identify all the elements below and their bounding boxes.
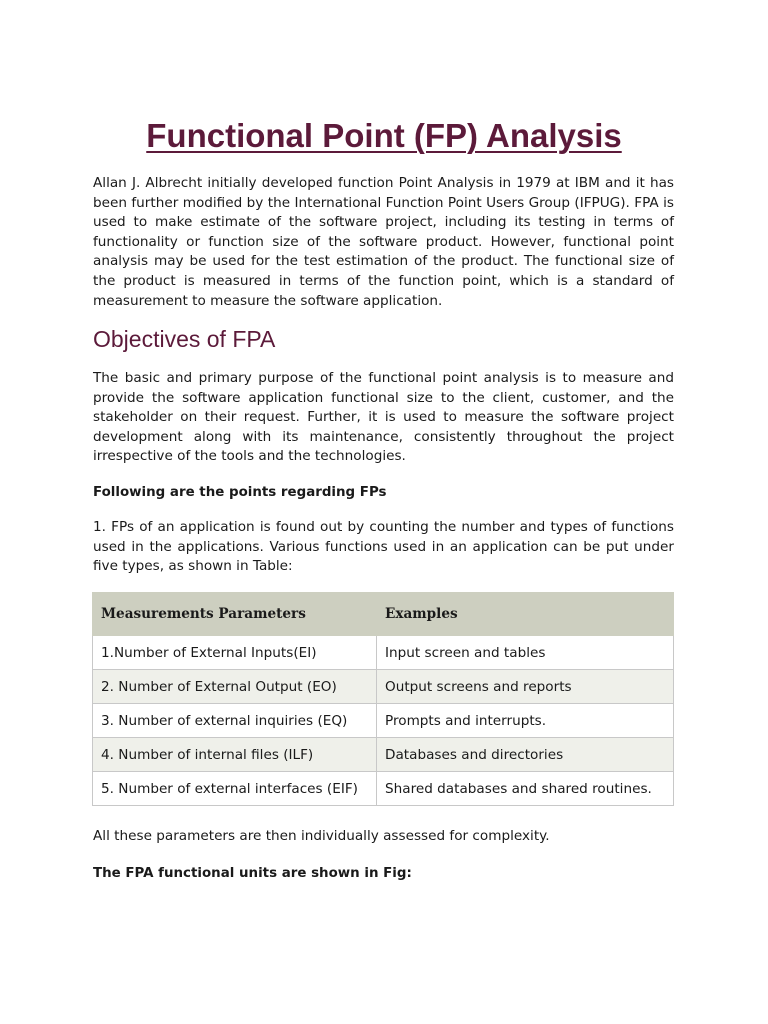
table-header-row [93, 593, 674, 636]
intro-paragraph: Allan J. Albrecht initially developed function Point Analysis in 1979 at IBM and it has been further modified by the International Function Point Users Group (IFPUG). FPA is used to make estimate of the software project, including its testing in terms of functionality or function size of the software product. However, functional point analysis may be used for the test estimation of the product. The functional size of the product is measured in terms of the function point, which is a standard of measurement to measure the software application. [93, 175, 674, 309]
table-cell: 1.Number of External Inputs(EI) [93, 636, 377, 670]
table-row [93, 738, 674, 772]
table-cell: 4. Number of internal files (ILF) [93, 738, 377, 772]
table-cell: 3. Number of external inquiries (EQ) [93, 704, 377, 738]
point-one-paragraph: 1. FPs of an application is found out by counting the number and types of functions used in the applications. Various functions used in an application can be put under five types, as shown in Table: [93, 519, 674, 575]
table-cell: 2. Number of External Output (EO) [93, 670, 377, 704]
objectives-heading: Objectives of FPA [93, 326, 276, 352]
table-cell: Input screen and tables [377, 636, 674, 670]
table-row [93, 704, 674, 738]
table-row [93, 772, 674, 806]
table-row [93, 670, 674, 704]
table-cell: 5. Number of external interfaces (EIF) [93, 772, 377, 806]
table-cell: Databases and directories [377, 738, 674, 772]
assessment-paragraph: All these parameters are then individually assessed for complexity. [93, 828, 550, 844]
table-row [93, 636, 674, 670]
page-title: Functional Point (FP) Analysis [146, 117, 622, 154]
table-cell: Shared databases and shared routines. [377, 772, 674, 806]
points-heading: Following are the points regarding FPs [93, 485, 387, 500]
table-header-cell: Measurements Parameters [93, 593, 377, 636]
parameters-table [92, 592, 674, 806]
figure-caption: The FPA functional units are shown in Fig: [93, 866, 412, 881]
table-cell: Prompts and interrupts. [377, 704, 674, 738]
table-header-cell: Examples [377, 593, 674, 636]
table-cell: Output screens and reports [377, 670, 674, 704]
objectives-paragraph: The basic and primary purpose of the functional point analysis is to measure and provide the software application functional size to the client, customer, and the stakeholder on their request. Further, it is used to measure the software project development along with its maintenance, consistently throughout the project irrespective of the tools and the technologies. [93, 370, 674, 465]
